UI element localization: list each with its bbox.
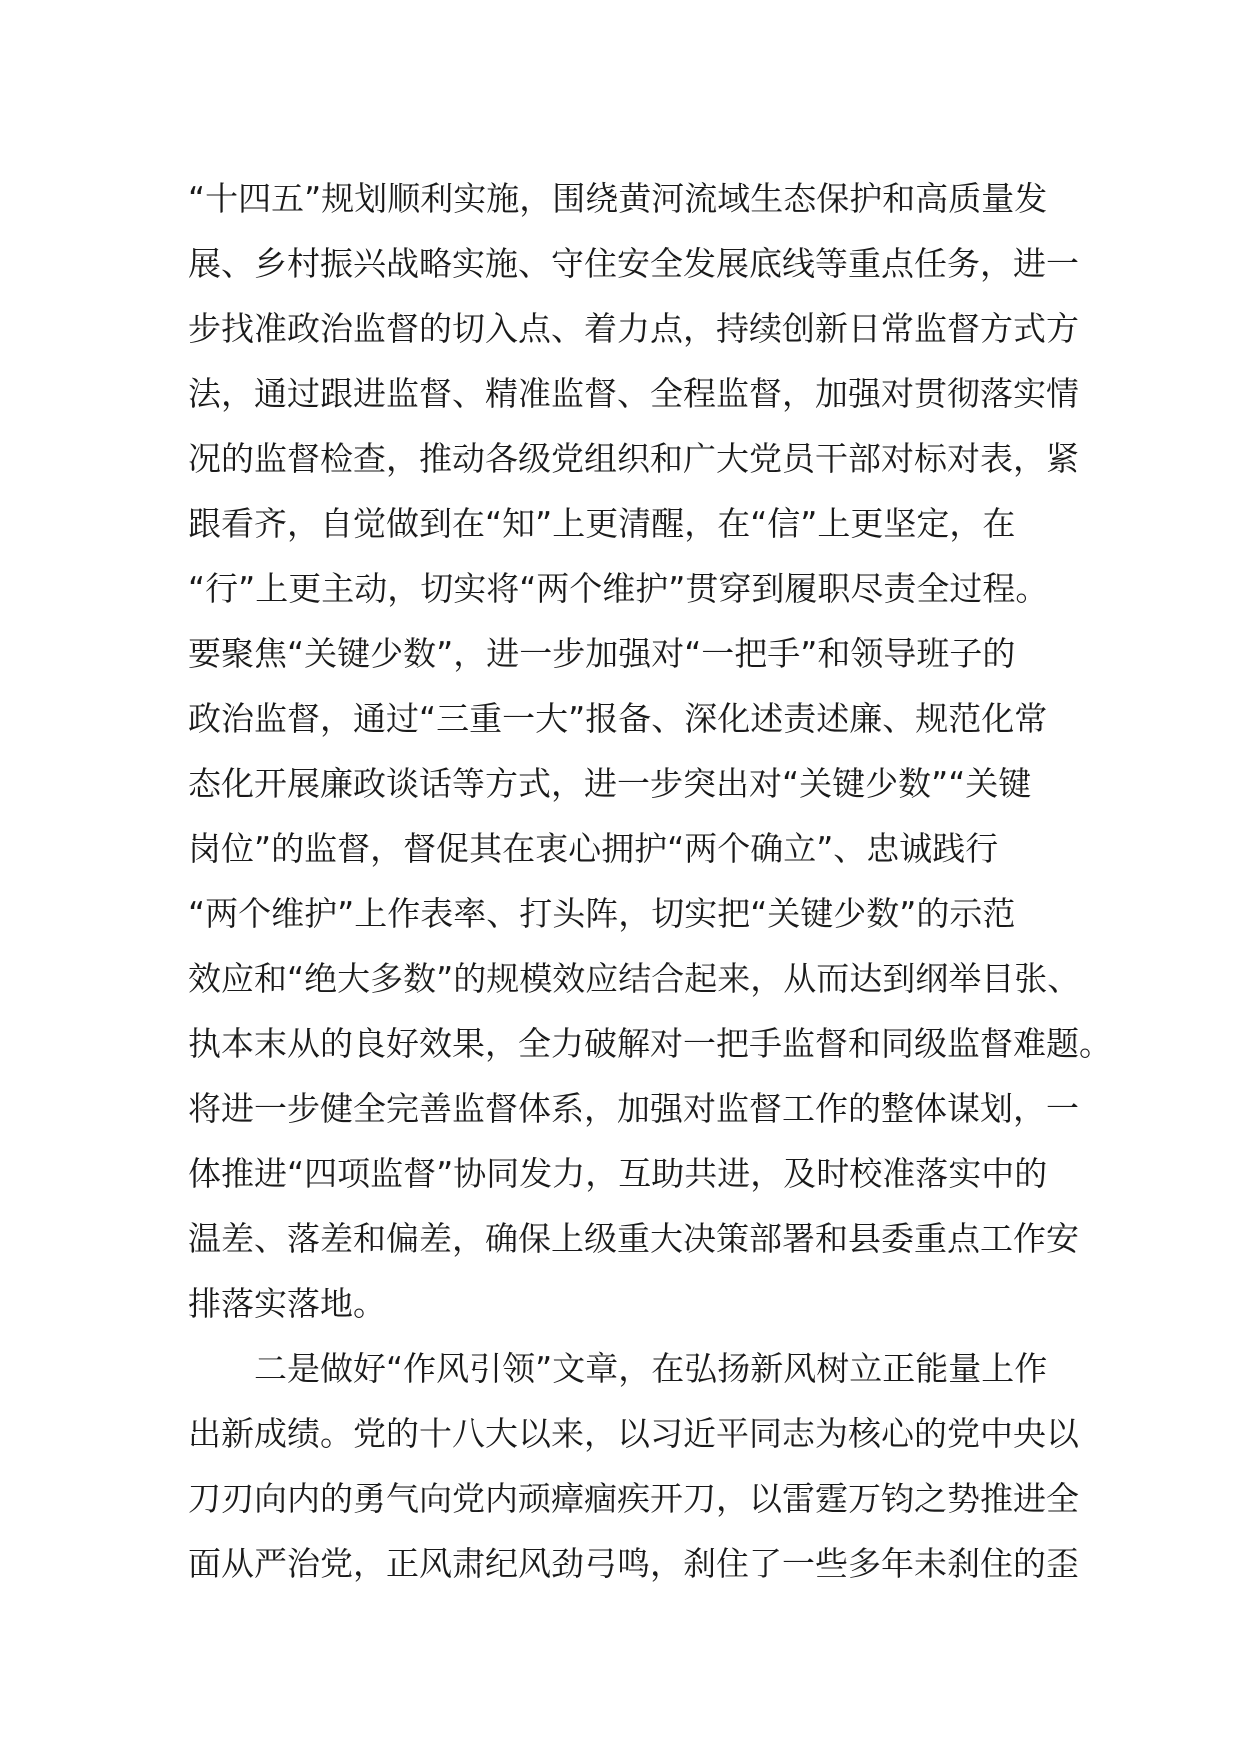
text-line: 执本末从的良好效果，全力破解对一把手监督和同级监督难题。 <box>188 1024 1112 1063</box>
text-line: 步找准政治监督的切入点、着力点，持续创新日常监督方式方 <box>188 309 1079 348</box>
text-line: 出新成绩。党的十八大以来，以习近平同志为核心的党中央以 <box>188 1414 1079 1453</box>
text-line: “两个维护”上作表率、打头阵，切实把“关键少数”的示范 <box>188 894 1016 933</box>
text-line: 展、乡村振兴战略实施、守住安全发展底线等重点任务，进一 <box>188 244 1079 283</box>
text-line: 政治监督，通过“三重一大”报备、深化述责述廉、规范化常 <box>188 699 1048 738</box>
text-line: 况的监督检查，推动各级党组织和广大党员干部对标对表，紧 <box>188 439 1079 478</box>
body-text <box>188 166 1112 1596</box>
text-line: 岗位”的监督，督促其在衷心拥护“两个确立”、忠诚践行 <box>188 829 999 868</box>
text-line: 将进一步健全完善监督体系，加强对监督工作的整体谋划，一 <box>188 1089 1079 1128</box>
text-line: 效应和“绝大多数”的规模效应结合起来，从而达到纲举目张、 <box>188 959 1081 998</box>
text-line: 刀刃向内的勇气向党内顽瘴痼疾开刀，以雷霆万钧之势推进全 <box>188 1479 1079 1518</box>
text-line: 态化开展廉政谈话等方式，进一步突出对“关键少数”“关键 <box>188 764 1032 803</box>
text-line: 要聚焦“关键少数”，进一步加强对“一把手”和领导班子的 <box>188 634 1016 673</box>
text-line: 排落实落地。 <box>188 1284 386 1323</box>
paragraph-start-line: 二是做好“作风引领”文章，在弘扬新风树立正能量上作 <box>254 1349 1048 1388</box>
text-line: 跟看齐，自觉做到在“知”上更清醒，在“信”上更坚定，在 <box>188 504 1016 543</box>
text-line: 体推进“四项监督”协同发力，互助共进，及时校准落实中的 <box>188 1154 1048 1193</box>
text-line: 面从严治党，正风肃纪风劲弓鸣，刹住了一些多年未刹住的歪 <box>188 1544 1079 1583</box>
text-line: “十四五”规划顺利实施，围绕黄河流域生态保护和高质量发 <box>188 179 1048 218</box>
text-line: 法，通过跟进监督、精准监督、全程监督，加强对贯彻落实情 <box>188 374 1079 413</box>
text-line: 温差、落差和偏差，确保上级重大决策部署和县委重点工作安 <box>188 1219 1079 1258</box>
text-line: “行”上更主动，切实将“两个维护”贯穿到履职尽责全过程。 <box>188 569 1049 608</box>
